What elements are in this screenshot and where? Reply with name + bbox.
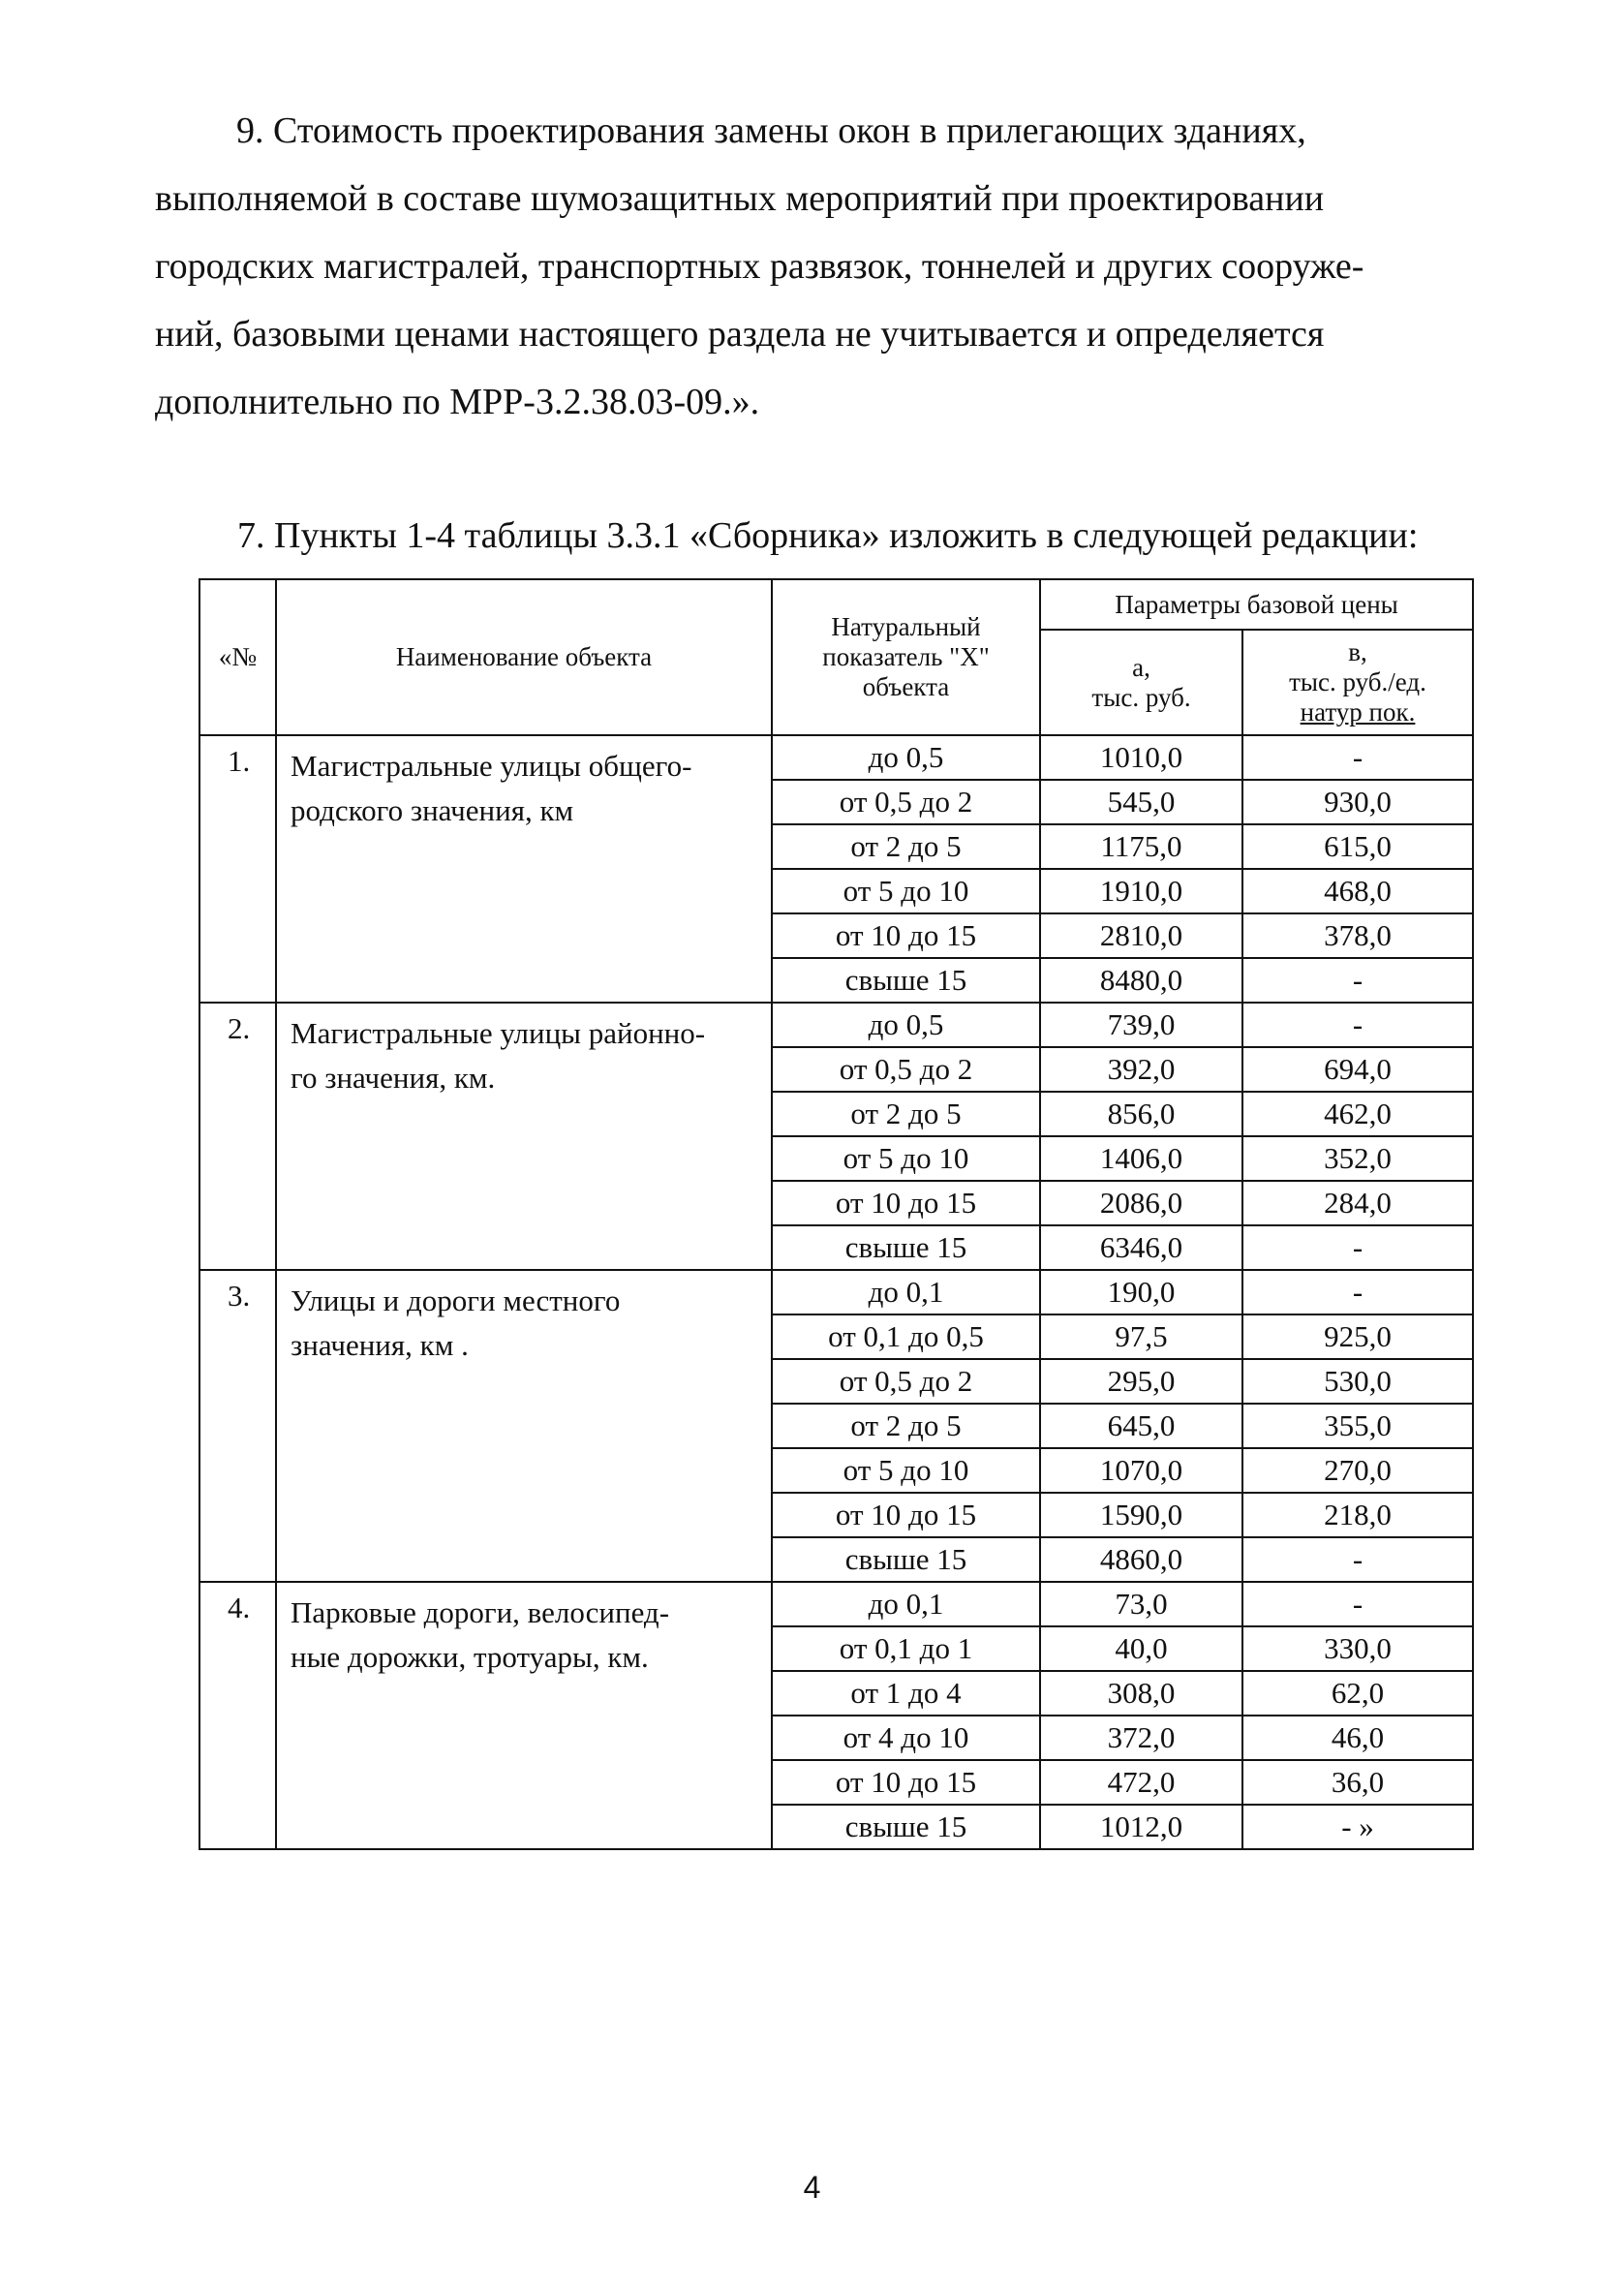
param-b: - xyxy=(1242,1537,1473,1582)
indicator-range: от 0,5 до 2 xyxy=(772,1359,1040,1404)
param-a: 1175,0 xyxy=(1040,824,1242,869)
section-7-intro: 7. Пункты 1-4 таблицы 3.3.1 «Сборника» изложить в следующей редакции: xyxy=(237,515,1419,556)
table-row xyxy=(199,1582,1473,1626)
param-b: 36,0 xyxy=(1242,1760,1473,1805)
paragraph-9-line: городских магистралей, транспортных развязок, тоннелей и других сооруже- xyxy=(155,246,1364,287)
indicator-range: от 10 до 15 xyxy=(772,1760,1040,1805)
param-b: 355,0 xyxy=(1242,1404,1473,1448)
param-a: 97,5 xyxy=(1040,1314,1242,1359)
param-b: 62,0 xyxy=(1242,1671,1473,1716)
indicator-range: от 0,1 до 0,5 xyxy=(772,1314,1040,1359)
indicator-range: от 5 до 10 xyxy=(772,1136,1040,1181)
param-b: - xyxy=(1242,1270,1473,1314)
header-a-line: а, xyxy=(1132,652,1150,682)
object-name-line: значения, км . xyxy=(291,1328,469,1362)
indicator-range: до 0,1 xyxy=(772,1270,1040,1314)
param-a: 739,0 xyxy=(1040,1003,1242,1047)
param-a: 8480,0 xyxy=(1040,958,1242,1003)
paragraph-9-line: дополнительно по МРР-3.2.38.03-09.». xyxy=(155,382,760,422)
indicator-range: от 10 до 15 xyxy=(772,913,1040,958)
indicator-range: свыше 15 xyxy=(772,1225,1040,1270)
header-b-line: в, xyxy=(1348,637,1367,666)
header-params: Параметры базовой цены xyxy=(1040,579,1473,630)
indicator-range: до 0,5 xyxy=(772,1003,1040,1047)
paragraph-9 xyxy=(155,97,1511,436)
param-b: 462,0 xyxy=(1242,1092,1473,1136)
object-name-line: родского значения, км xyxy=(291,793,574,827)
paragraph-9-line: ний, базовыми ценами настоящего раздела не учитывается и определяется xyxy=(155,314,1325,355)
indicator-range: от 10 до 15 xyxy=(772,1181,1040,1225)
indicator-range: от 0,5 до 2 xyxy=(772,1047,1040,1092)
indicator-range: свыше 15 xyxy=(772,1537,1040,1582)
param-b: 218,0 xyxy=(1242,1493,1473,1537)
param-a: 4860,0 xyxy=(1040,1537,1242,1582)
indicator-range: до 0,5 xyxy=(772,735,1040,780)
header-b-line: тыс. руб./ед. xyxy=(1289,667,1426,696)
param-b: - xyxy=(1242,1225,1473,1270)
param-b: 378,0 xyxy=(1242,913,1473,958)
param-a: 1012,0 xyxy=(1040,1805,1242,1849)
header-b xyxy=(1242,630,1473,735)
param-a: 856,0 xyxy=(1040,1092,1242,1136)
header-a-line: тыс. руб. xyxy=(1091,682,1191,712)
indicator-range: от 5 до 10 xyxy=(772,1448,1040,1493)
indicator-range: от 1 до 4 xyxy=(772,1671,1040,1716)
indicator-range: от 0,5 до 2 xyxy=(772,780,1040,824)
table-row xyxy=(199,1270,1473,1314)
table-row xyxy=(199,735,1473,780)
param-b: 468,0 xyxy=(1242,869,1473,913)
param-a: 40,0 xyxy=(1040,1626,1242,1671)
param-a: 1406,0 xyxy=(1040,1136,1242,1181)
param-a: 392,0 xyxy=(1040,1047,1242,1092)
param-a: 2086,0 xyxy=(1040,1181,1242,1225)
object-number: 1. xyxy=(199,735,276,1003)
paragraph-9-line: выполняемой в составе шумозащитных мероприятий при проектировании xyxy=(155,178,1325,219)
indicator-range: от 10 до 15 xyxy=(772,1493,1040,1537)
table-row xyxy=(199,1003,1473,1047)
header-indicator-line: показатель "X" xyxy=(822,642,990,671)
param-b: 330,0 xyxy=(1242,1626,1473,1671)
param-b: - xyxy=(1242,1582,1473,1626)
page-number: 4 xyxy=(803,2170,821,2205)
paragraph-9-line: 9. Стоимость проектирования замены окон в прилегающих зданиях, xyxy=(236,110,1306,151)
header-num: «№ xyxy=(199,579,276,735)
param-b: 284,0 xyxy=(1242,1181,1473,1225)
header-a xyxy=(1040,630,1242,735)
param-a: 645,0 xyxy=(1040,1404,1242,1448)
object-name xyxy=(276,1003,772,1270)
param-b: 694,0 xyxy=(1242,1047,1473,1092)
object-name-line: Парковые дороги, велосипед- xyxy=(291,1595,670,1629)
header-indicator-line: Натуральный xyxy=(831,612,981,641)
param-a: 190,0 xyxy=(1040,1270,1242,1314)
param-b: - » xyxy=(1242,1805,1473,1849)
object-name-line: Улицы и дороги местного xyxy=(291,1283,621,1317)
param-b: 530,0 xyxy=(1242,1359,1473,1404)
param-a: 472,0 xyxy=(1040,1760,1242,1805)
object-number: 3. xyxy=(199,1270,276,1582)
object-name xyxy=(276,1270,772,1582)
indicator-range: от 5 до 10 xyxy=(772,869,1040,913)
indicator-range: от 0,1 до 1 xyxy=(772,1626,1040,1671)
param-b: - xyxy=(1242,958,1473,1003)
indicator-range: от 2 до 5 xyxy=(772,1404,1040,1448)
indicator-range: до 0,1 xyxy=(772,1582,1040,1626)
param-b: 925,0 xyxy=(1242,1314,1473,1359)
header-b-line: натур пок. xyxy=(1300,697,1416,727)
object-name xyxy=(276,735,772,1003)
param-b: 930,0 xyxy=(1242,780,1473,824)
param-b: - xyxy=(1242,735,1473,780)
param-a: 545,0 xyxy=(1040,780,1242,824)
object-name-line: ные дорожки, тротуары, км. xyxy=(291,1640,649,1674)
param-b: 46,0 xyxy=(1242,1716,1473,1760)
param-a: 1910,0 xyxy=(1040,869,1242,913)
object-name xyxy=(276,1582,772,1849)
param-a: 73,0 xyxy=(1040,1582,1242,1626)
indicator-range: от 4 до 10 xyxy=(772,1716,1040,1760)
object-name-line: Магистральные улицы общего- xyxy=(291,749,692,783)
param-a: 1070,0 xyxy=(1040,1448,1242,1493)
indicator-range: свыше 15 xyxy=(772,958,1040,1003)
object-name-line: Магистральные улицы районно- xyxy=(291,1016,706,1050)
object-number: 4. xyxy=(199,1582,276,1849)
param-a: 308,0 xyxy=(1040,1671,1242,1716)
object-number: 2. xyxy=(199,1003,276,1270)
indicator-range: от 2 до 5 xyxy=(772,824,1040,869)
param-b: 270,0 xyxy=(1242,1448,1473,1493)
param-a: 295,0 xyxy=(1040,1359,1242,1404)
table-body xyxy=(199,735,1473,1849)
param-b: 615,0 xyxy=(1242,824,1473,869)
header-indicator xyxy=(772,579,1040,735)
param-a: 1010,0 xyxy=(1040,735,1242,780)
param-a: 6346,0 xyxy=(1040,1225,1242,1270)
header-indicator-line: объекта xyxy=(862,672,950,701)
table-header-row xyxy=(199,579,1473,630)
object-name-line: го значения, км. xyxy=(291,1061,496,1095)
header-name: Наименование объекта xyxy=(276,579,772,735)
indicator-range: от 2 до 5 xyxy=(772,1092,1040,1136)
param-b: - xyxy=(1242,1003,1473,1047)
param-a: 1590,0 xyxy=(1040,1493,1242,1537)
param-b: 352,0 xyxy=(1242,1136,1473,1181)
param-a: 2810,0 xyxy=(1040,913,1242,958)
price-table xyxy=(199,578,1474,1850)
param-a: 372,0 xyxy=(1040,1716,1242,1760)
indicator-range: свыше 15 xyxy=(772,1805,1040,1849)
